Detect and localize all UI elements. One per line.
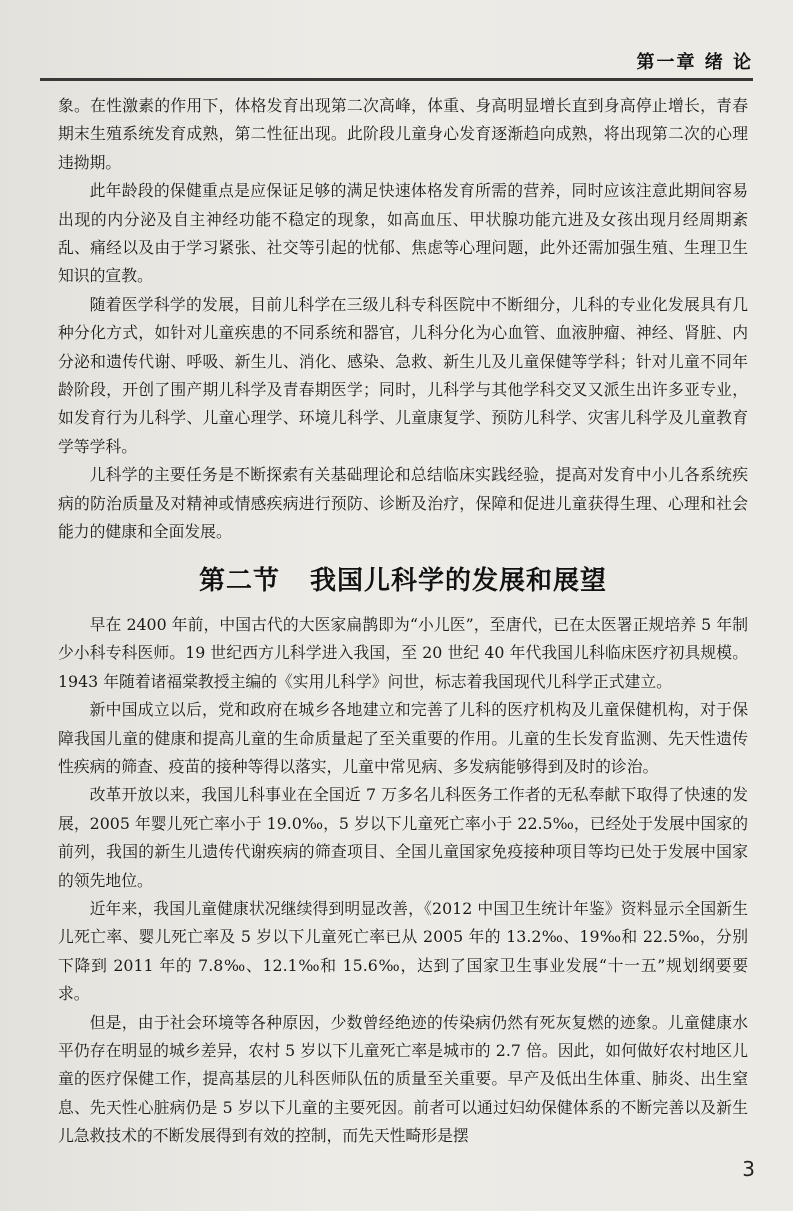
paragraph: 早在 2400 年前，中国古代的大医家扁鹊即为“小儿医”，至唐代，已在太医署正规培养 5 年制少小科专科医师。19 世纪西方儿科学进入我国，至 20 世纪 40 年代我国儿科临床医疗初具规模。1943 年随着诸福棠教授主编的《实用儿科学》问世，标志着我国现代儿科学正式建立。 [58, 614, 748, 691]
paragraph: 随着医学科学的发展，目前儿科学在三级儿科专科医院中不断细分，儿科的专业化发展具有几种分化方式，如针对儿童疾患的不同系统和器官，儿科分化为心血管、血液肿瘤、神经、肾脏、内分泌和遗传代谢、呼吸、新生儿、消化、感染、急救、新生儿及儿童保健等学科；针对儿童不同年龄阶段，开创了围产期儿科学及青春期医学；同时，儿科学与其他学科交叉又派生出许多亚专业，如发育行为儿科学、儿童心理学、环境儿科学、儿童康复学、预防儿科学、灾害儿科学及儿童教育学等学科。 [58, 294, 748, 456]
section-number: 第二节 [198, 565, 280, 596]
body-text [58, 92, 748, 1151]
chapter-title: 第一章 绪 论 [636, 52, 753, 73]
paragraph: 近年来，我国儿童健康状况继续得到明显改善，《2012 中国卫生统计年鉴》资料显示全国新生儿死亡率、婴儿死亡率及 5 岁以下儿童死亡率已从 2005 年的 13.2‰、19‰和 22.5‰，分别下降到 2011 年的 7.8‰、12.1‰和 15.6‰，达到了国家卫生事业发展“十一五”规划纲要要求。 [58, 898, 748, 1004]
paragraph: 儿科学的主要任务是不断探索有关基础理论和总结临床实践经验，提高对发育中小儿各系统疾病的防治质量及对精神或情感疾病进行预防、诊断及治疗，保障和促进儿童获得生理、心理和社会能力的健康和全面发展。 [58, 465, 748, 542]
paragraph: 但是，由于社会环境等各种原因，少数曾经绝迹的传染病仍然有死灰复燃的迹象。儿童健康水平仍存在明显的城乡差异，农村 5 岁以下儿童死亡率是城市的 2.7 倍。因此，如何做好农村地区儿童的医疗保健工作，提高基层的儿科医师队伍的质量至关重要。早产及低出生体重、肺炎、出生窒息、先天性心脏病仍是 5 岁以下儿童的主要死因。前者可以通过妇幼保健体系的不断完善以及新生儿急救技术的不断发展得到有效的控制，而先天性畸形是摆 [58, 1012, 748, 1146]
paragraph: 此年龄段的保健重点是应保证足够的满足快速体格发育所需的营养，同时应该注意此期间容易出现的内分泌及自主神经功能不稳定的现象，如高血压、甲状腺功能亢进及女孩出现月经周期紊乱、痛经以及由于学习紧张、社交等引起的忧郁、焦虑等心理问题，此外还需加强生殖、生理卫生知识的宣教。 [58, 181, 748, 286]
paragraph: 改革开放以来，我国儿科事业在全国近 7 万多名儿科医务工作者的无私奉献下取得了快速的发展，2005 年婴儿死亡率小于 19.0‰，5 岁以下儿童死亡率小于 22.5‰，已经处于发展中国家的前列，我国的新生儿遗传代谢疾病的筛查项目、全国儿童国家免疫接种项目等均已处于发展中国家的领先地位。 [58, 785, 748, 890]
header-rule [40, 78, 753, 81]
page-number: 3 [742, 1157, 755, 1181]
paragraph: 新中国成立以后，党和政府在城乡各地建立和完善了儿科的医疗机构及儿童保健机构，对于保障我国儿童的健康和提高儿童的生命质量起了至关重要的作用。儿童的生长发育监测、先天性遗传性疾病的筛查、疫苗的接种等得以落实，儿童中常见病、多发病能够得到及时的诊治。 [58, 700, 748, 776]
section-title: 我国儿科学的发展和展望 [310, 565, 608, 596]
running-head [0, 0, 793, 80]
section-heading [58, 567, 748, 595]
paragraph: 象。在性激素的作用下，体格发育出现第二次高峰，体重、身高明显增长直到身高停止增长，青春期末生殖系统发育成熟，第二性征出现。此阶段儿童身心发育逐渐趋向成熟，将出现第二次的心理违拗期。 [58, 96, 748, 172]
